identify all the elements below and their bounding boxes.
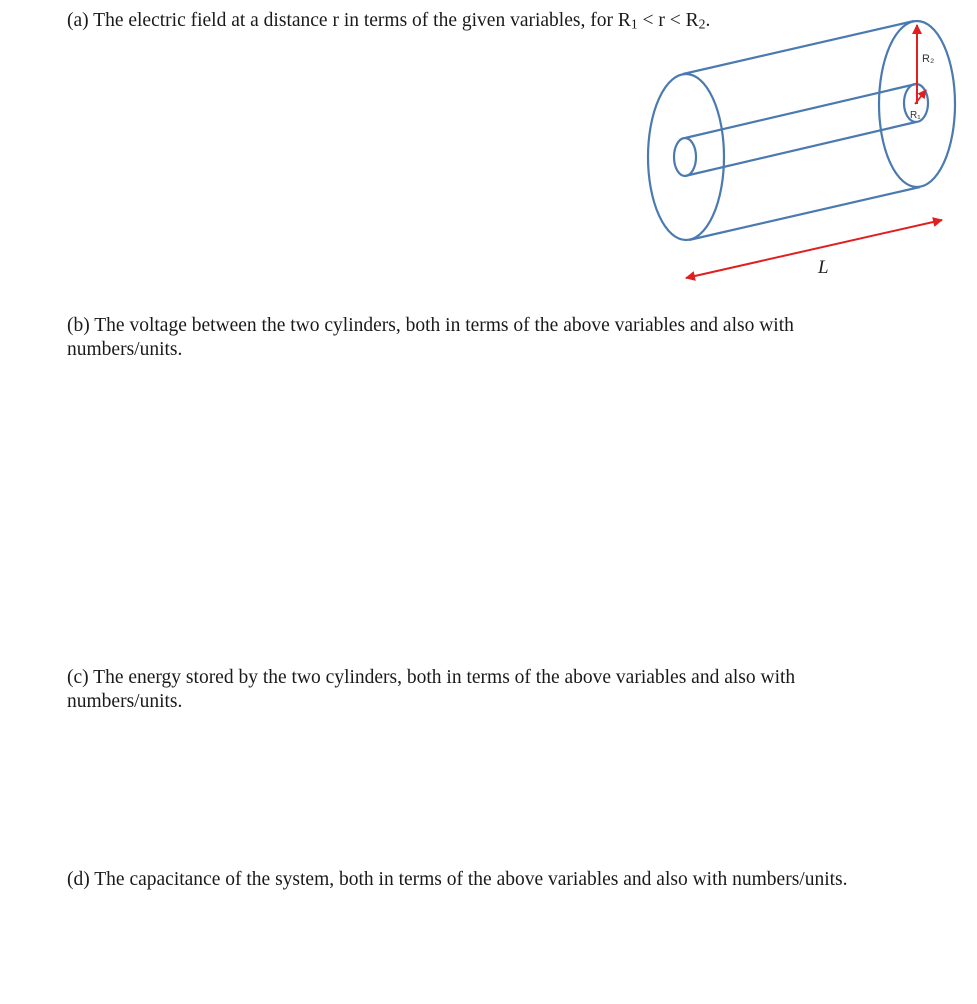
outer-cylinder-top-edge (683, 21, 914, 74)
label-R1: R₁ (910, 110, 921, 121)
label-R2: R₂ (922, 53, 935, 65)
outer-cylinder (648, 21, 955, 240)
question-b: (b) The voltage between the two cylinders, both in terms of the above variables and also with numbers/units. (67, 315, 794, 360)
question-a-text-mid: < r < R (637, 10, 699, 31)
question-a-text-after: . (705, 10, 711, 31)
question-d: (d) The capacitance of the system, both in terms of the above variables and also with numbers/units. (67, 869, 848, 890)
label-L: L (818, 257, 829, 278)
length-arrow (686, 220, 942, 278)
question-a-text-before: (a) The electric field at a distance r in terms of the given variables, for R (67, 10, 631, 31)
question-a-subscript-1: 1 (630, 16, 638, 32)
inner-cylinder-front-end (674, 138, 696, 176)
question-c: (c) The energy stored by the two cylinders, both in terms of the above variables and also with numbers/units. (67, 667, 796, 712)
question-a-subscript-2: 2 (698, 16, 706, 32)
coaxial-cylinder-figure (0, 0, 977, 300)
outer-cylinder-front-end (648, 74, 724, 240)
